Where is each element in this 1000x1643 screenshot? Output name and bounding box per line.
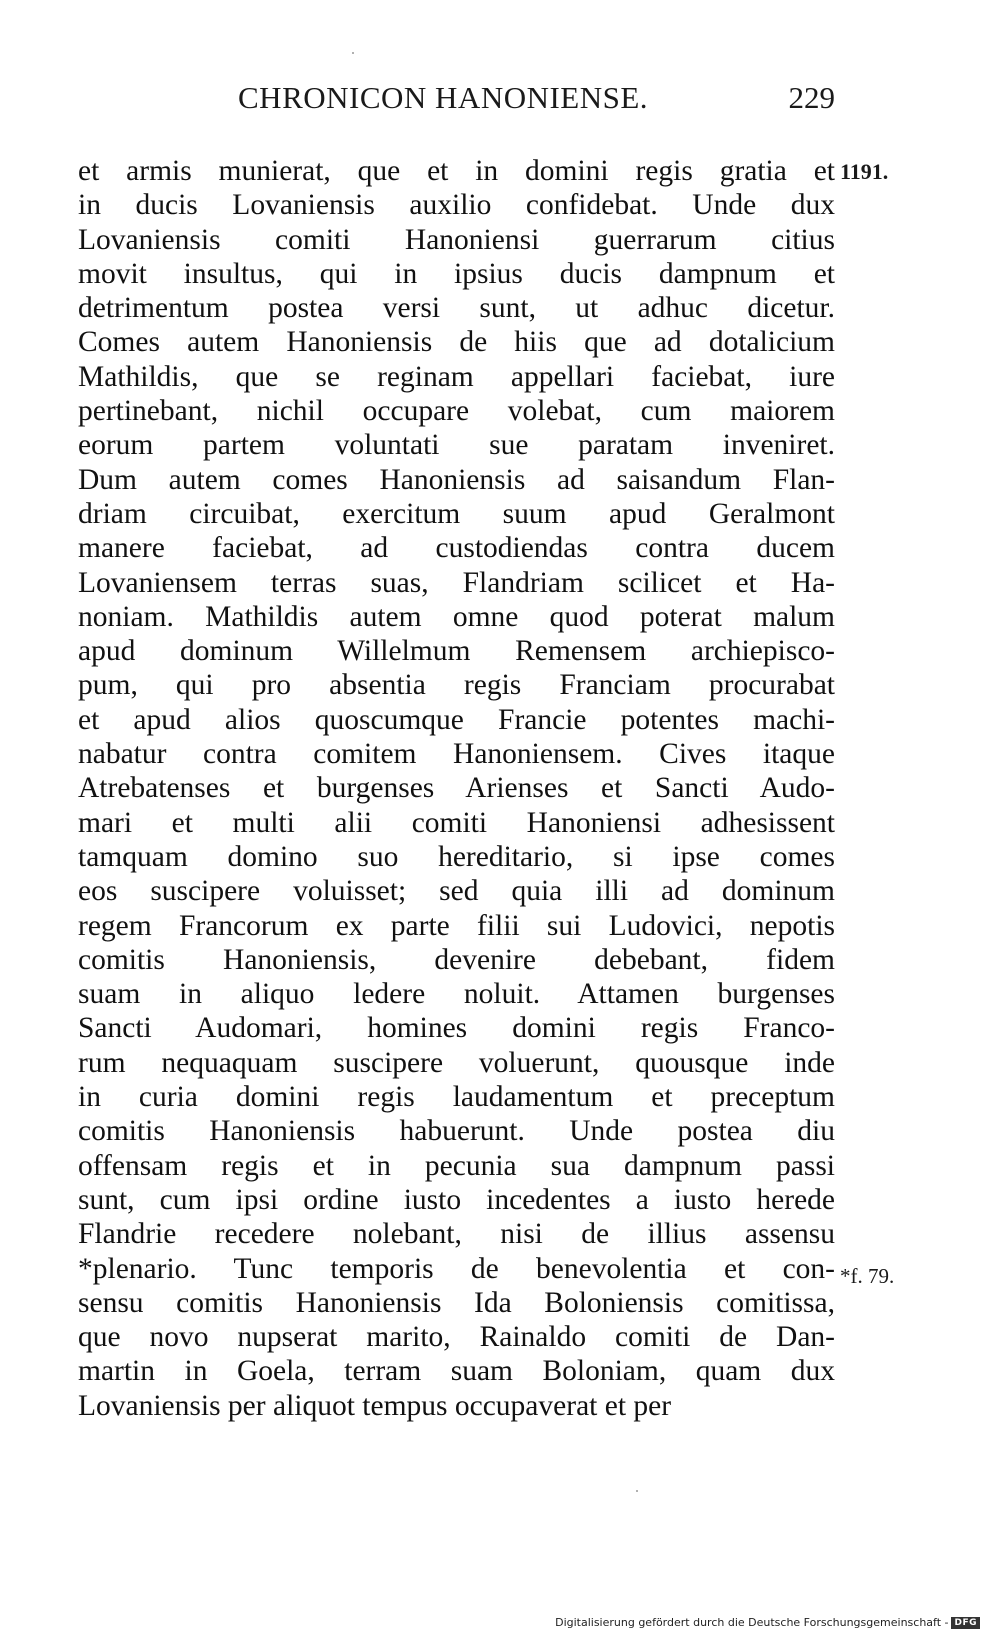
text-line: Mathildis, que se reginam appellari faciebat, iure	[78, 360, 835, 393]
text-line: Comes autem Hanoniensis de hiis que ad dotalicium	[78, 326, 835, 359]
text-line: pum, qui pro absentia regis Franciam procurabat	[78, 669, 835, 702]
text-line: Flandrie recedere nolebant, nisi de illius assensu	[78, 1218, 835, 1251]
running-head	[78, 80, 835, 120]
text-line: pertinebant, nichil occupare volebat, cum maiorem	[78, 395, 835, 428]
text-line: regem Francorum ex parte filii sui Ludovici, nepotis	[78, 909, 835, 942]
text-line: eorum partem voluntati sue paratam inveniret.	[78, 429, 835, 462]
text-line: Atrebatenses et burgenses Arienses et Sancti Audo-	[78, 772, 835, 805]
margin-folio-note: *f. 79.	[840, 1264, 895, 1288]
text-line: comitis Hanoniensis, devenire debebant, fidem	[78, 943, 835, 976]
text-line: Lovaniensem terras suas, Flandriam scilicet et Ha-	[78, 566, 835, 599]
margin-year-note: 1191.	[840, 159, 889, 184]
text-line: mari et multi alii comiti Hanoniensi adhesissent	[78, 806, 835, 839]
text-line: rum nequaquam suscipere voluerunt, quousque inde	[78, 1046, 835, 1079]
text-line: nabatur contra comitem Hanoniensem. Cives itaque	[78, 738, 835, 771]
scan-speck	[636, 1490, 638, 1492]
text-line: movit insultus, qui in ipsius ducis dampnum et	[78, 257, 835, 290]
text-line: suam in aliquo ledere noluit. Attamen burgenses	[78, 978, 835, 1011]
text-line: martin in Goela, terram suam Boloniam, quam dux	[78, 1355, 835, 1388]
text-line: sensu comitis Hanoniensis Ida Boloniensis comitissa,	[78, 1286, 835, 1319]
text-line: eos suscipere voluisset; sed quia illi ad dominum	[78, 875, 835, 908]
text-line: et armis munierat, que et in domini regis gratia et	[78, 155, 835, 187]
text-line: offensam regis et in pecunia sua dampnum passi	[78, 1149, 835, 1182]
text-line: et apud alios quoscumque Francie potentes machi-	[78, 703, 835, 736]
text-line: Lovaniensis comiti Hanoniensi guerrarum citius	[78, 223, 835, 256]
text-line: noniam. Mathildis autem omne quod poterat malum	[78, 600, 835, 633]
text-line: que novo nupserat marito, Rainaldo comiti de Dan-	[78, 1321, 835, 1354]
digitization-footer	[555, 1616, 980, 1629]
text-line: manere faciebat, ad custodiendas contra ducem	[78, 532, 835, 565]
text-line: Lovaniensis per aliquot tempus occupaverat et per	[78, 1389, 672, 1422]
running-title: CHRONICON HANONIENSE.	[238, 80, 649, 115]
body-text	[78, 154, 835, 1423]
text-line: Sancti Audomari, homines domini regis Franco-	[78, 1012, 835, 1045]
text-line: apud dominum Willelmum Remensem archiepisco-	[78, 635, 835, 668]
text-line: sunt, cum ipsi ordine iusto incedentes a iusto herede	[78, 1183, 835, 1216]
text-line: detrimentum postea versi sunt, ut adhuc dicetur.	[78, 292, 835, 325]
text-line: in curia domini regis laudamentum et preceptum	[78, 1081, 835, 1114]
text-line: driam circuibat, exercitum suum apud Geralmont	[78, 497, 835, 530]
text-line: *plenario. Tunc temporis de benevolentia et con-	[78, 1252, 835, 1285]
text-line: in ducis Lovaniensis auxilio confidebat. Unde dux	[78, 189, 835, 222]
dfg-logo: DFG	[951, 1617, 980, 1629]
text-line: tamquam domino suo hereditario, si ipse comes	[78, 840, 835, 873]
digitization-credit: Digitalisierung gefördert durch die Deutsche Forschungsgemeinschaft -	[555, 1616, 949, 1629]
page-number: 229	[788, 80, 835, 115]
text-line: comitis Hanoniensis habuerunt. Unde postea diu	[78, 1115, 835, 1148]
text-line: Dum autem comes Hanoniensis ad saisandum Flan-	[78, 463, 835, 496]
scan-speck	[352, 52, 354, 54]
